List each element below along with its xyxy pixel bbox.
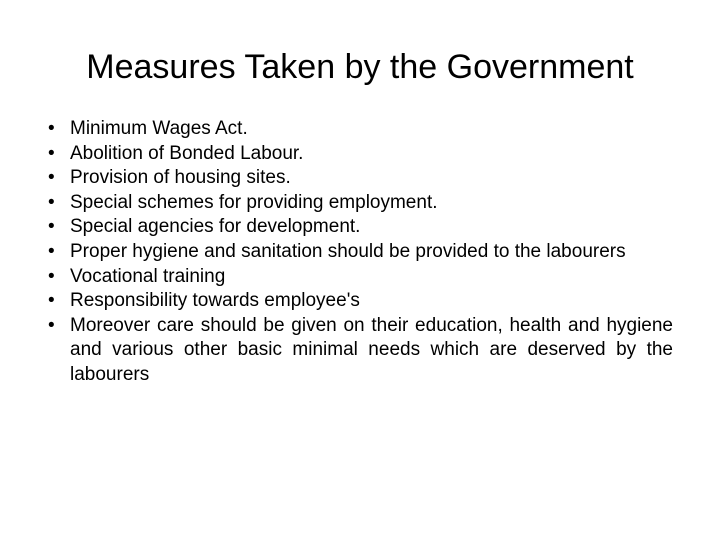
bullet-icon: • xyxy=(48,290,55,312)
bullet-item-education-health xyxy=(48,314,673,388)
bullet-text: Minimum Wages Act. xyxy=(70,118,248,139)
slide-title: Measures Taken by the Government xyxy=(86,48,634,86)
bullet-text: Abolition of Bonded Labour. xyxy=(70,142,304,164)
bullet-text: Moreover care should be given on their education, health and hygiene and various other basic minimal needs which are deserved by the labourers xyxy=(70,314,673,385)
bullet-list xyxy=(48,117,673,388)
bullet-item-housing-sites xyxy=(48,166,673,191)
bullet-icon: • xyxy=(48,118,55,139)
bullet-icon: • xyxy=(48,240,55,262)
bullet-icon: • xyxy=(48,167,55,189)
bullet-item-responsibility xyxy=(48,289,673,314)
bullet-item-minimum-wages xyxy=(48,117,673,142)
bullet-text: Vocational training xyxy=(70,265,226,287)
bullet-icon: • xyxy=(48,216,55,238)
bullet-text: Proper hygiene and sanitation should be provided to the labourers xyxy=(70,240,626,262)
bullet-icon: • xyxy=(48,142,55,164)
bullet-icon: • xyxy=(48,314,55,336)
bullet-item-hygiene-sanitation xyxy=(48,240,673,265)
bullet-item-bonded-labour xyxy=(48,142,673,167)
bullet-text: Responsibility towards employee's xyxy=(70,290,360,312)
bullet-text: Special agencies for development. xyxy=(70,216,361,238)
bullet-item-special-schemes xyxy=(48,191,673,216)
bullet-text: Special schemes for providing employment. xyxy=(70,191,438,213)
bullet-icon: • xyxy=(48,265,55,287)
bullet-icon: • xyxy=(48,191,55,213)
bullet-item-vocational-training xyxy=(48,265,673,290)
bullet-item-special-agencies xyxy=(48,215,673,240)
bullet-text: Provision of housing sites. xyxy=(70,167,291,189)
